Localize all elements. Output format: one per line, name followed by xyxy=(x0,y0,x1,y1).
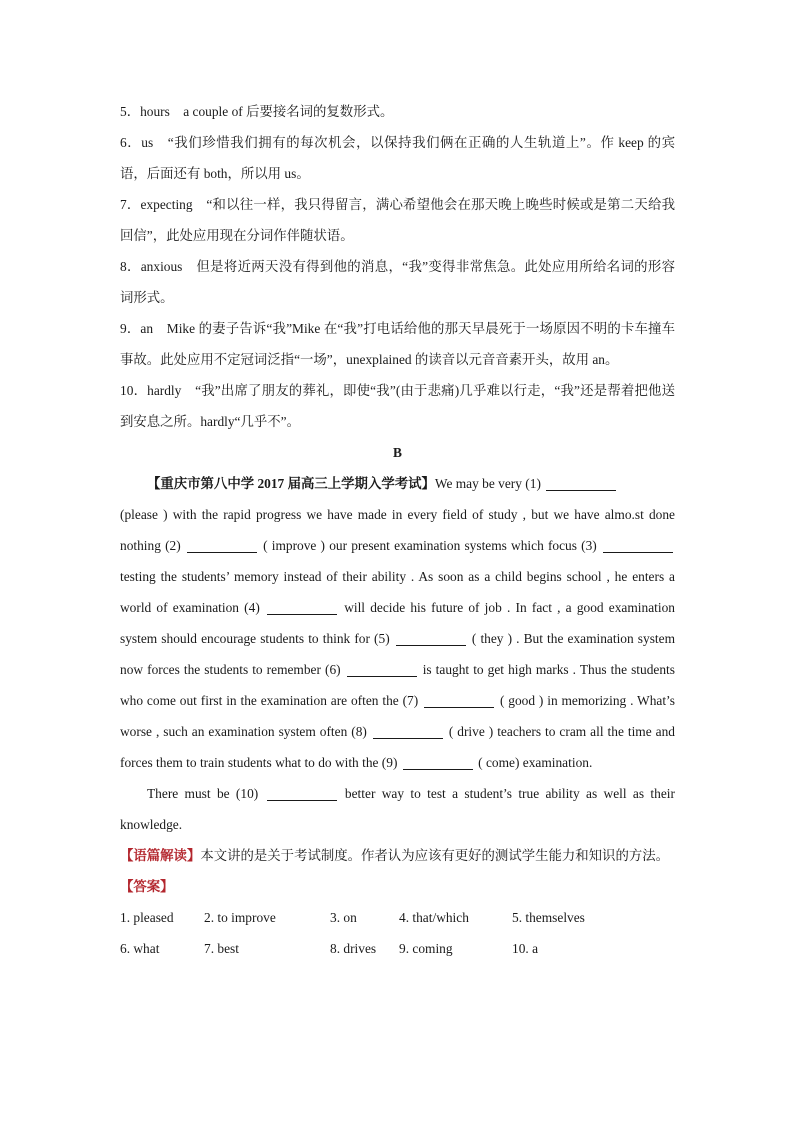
answer-heading xyxy=(120,871,675,902)
answer-item: 8. drives xyxy=(330,941,377,956)
blank-8 xyxy=(373,724,443,739)
answer-item: 1. pleased xyxy=(120,910,174,925)
answer-row xyxy=(120,933,675,964)
blank-2 xyxy=(187,538,257,553)
blank-5 xyxy=(396,631,466,646)
answer-item: 2. to improve xyxy=(204,910,276,925)
explanation-9: 9．an Mike 的妻子告诉“我”Mike 在“我”打电话给他的那天早晨死于一场原因不明的卡车撞车事故。此处应用不定冠词泛指“一场”，unexplained 的读音以元音音素开头，故用 an。 xyxy=(120,321,675,367)
answer-item: 5. themselves xyxy=(512,910,585,925)
document-page xyxy=(120,96,675,964)
blank-9 xyxy=(403,755,473,770)
explanation-6: 6．us “我们珍惜我们拥有的每次机会，以保持我们俩在正确的人生轨道上”。作 keep 的宾语，后面还有 both，所以用 us。 xyxy=(120,135,675,181)
discourse-analysis: 【语篇解读】本文讲的是关于考试制度。作者认为应该有更好的测试学生能力和知识的方法。 xyxy=(120,848,670,863)
answer-item: 7. best xyxy=(204,941,239,956)
blank-3 xyxy=(603,538,673,553)
blank-4 xyxy=(267,600,337,615)
answer-item: 4. that/which xyxy=(399,910,469,925)
section-title: B xyxy=(393,445,402,460)
blank-6 xyxy=(347,662,417,677)
passage-paragraph-1: 【重庆市第八中学 2017 届高三上学期入学考试】We may be very (1) (please ) with the rapid progress we have made in every field of study , but we have almo.st done nothing (2) ( improve ) our present examination systems which focus (3) testing the students’ memory instead of their ability . As soon as a child begins school , he enters a world of examination (4) will decide his future of job . In fact , a good examination system should encourage students to think for (5) ( they ) . But the examination system now forces the students to remember (6) is taught to get high marks . Thus the students who come out first in the examination are often the (7) ( good ) in memorizing . What’s worse , such an examination system often (8) ( drive ) teachers to cram all the time and forces them to train students what to do with the (9) ( come) examination. xyxy=(120,476,675,770)
explanation-10: 10．hardly “我”出席了朋友的葬礼，即使“我”(由于悲痛)几乎难以行走，“我”还是帮着把他送到安息之所。hardly“几乎不”。 xyxy=(120,383,675,429)
passage-source: 【重庆市第八中学 2017 届高三上学期入学考试】 xyxy=(147,476,435,491)
explanation-7: 7．expecting “和以往一样，我只得留言，满心希望他会在那天晚上晚些时候或是第二天给我回信”，此处应用现在分词作伴随状语。 xyxy=(120,197,675,243)
blank-7 xyxy=(424,693,494,708)
explanation-8: 8．anxious 但是将近两天没有得到他的消息，“我”变得非常焦急。此处应用所给名词的形容词形式。 xyxy=(120,259,675,305)
analysis-label: 【语篇解读】 xyxy=(120,848,201,863)
passage-paragraph-2: There must be (10) better way to test a student’s true ability as well as their knowledge. xyxy=(120,786,675,832)
answer-label: 【答案】 xyxy=(120,879,174,894)
blank-1 xyxy=(546,476,616,491)
blank-10 xyxy=(267,786,337,801)
explanation-5: 5．hours a couple of 后要接名词的复数形式。 xyxy=(120,104,394,119)
answer-row xyxy=(120,902,675,933)
answer-item: 10. a xyxy=(512,941,539,956)
answer-item: 3. on xyxy=(330,910,357,925)
answer-item: 6. what xyxy=(120,941,160,956)
answer-item: 9. coming xyxy=(399,941,453,956)
